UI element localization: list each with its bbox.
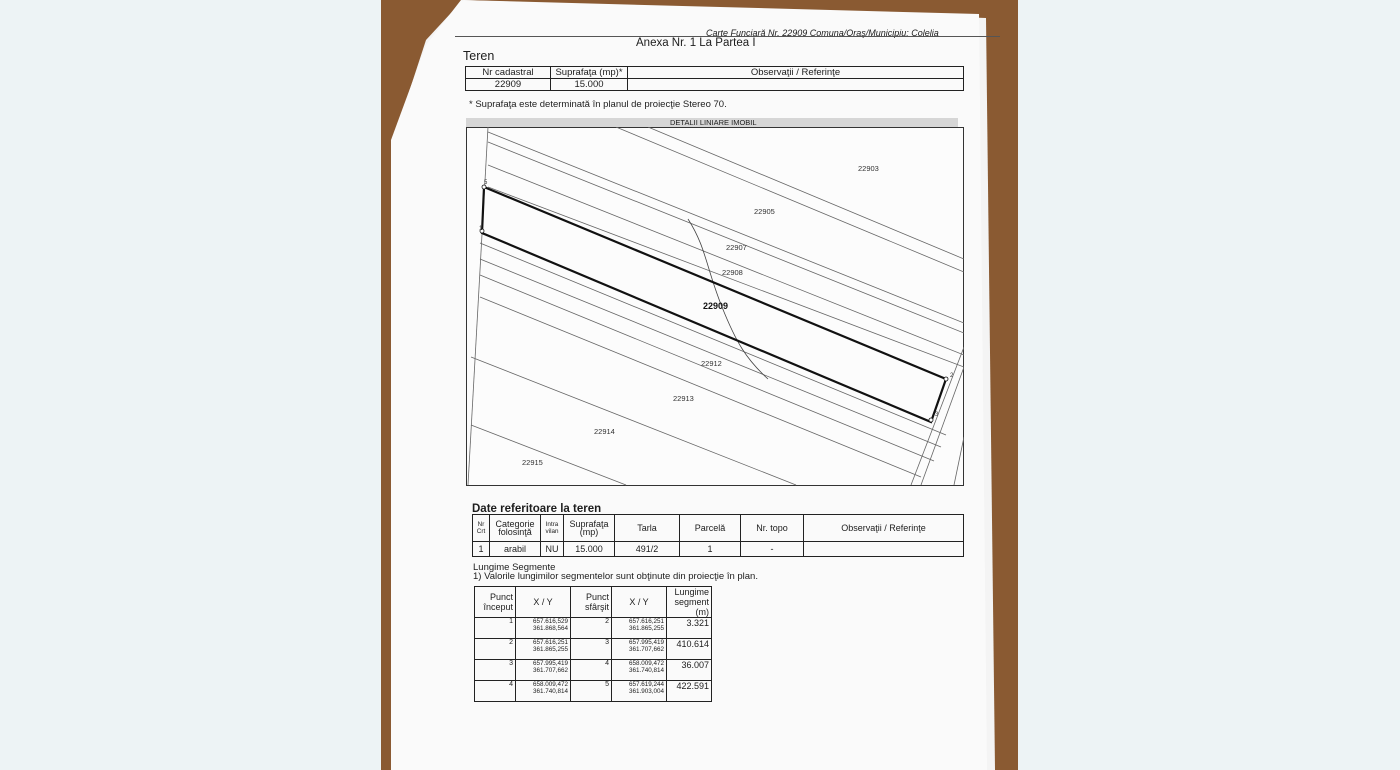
parcel-label-22905: 22905 bbox=[754, 207, 775, 216]
segment-start: 3 bbox=[475, 660, 516, 681]
footnote: * Suprafaţa este determinată în planul de proiecţie Stereo 70. bbox=[469, 99, 727, 110]
point-label-5: 5 bbox=[484, 180, 488, 186]
segment-start-x: 657.616,251 bbox=[532, 639, 568, 646]
segment-end: 3 bbox=[571, 639, 612, 660]
cell-suprafata: 15.000 bbox=[551, 79, 628, 91]
section-teren: Teren bbox=[463, 49, 495, 63]
cell-suprafata-mp: 15.000 bbox=[564, 542, 615, 557]
segment-end-x: 657.616,251 bbox=[628, 618, 664, 625]
carte-funciara-line: Carte Funciară Nr. 22909 Comuna/Oraş/Municipiu: Colelia bbox=[706, 28, 939, 38]
segment-length: 3.321 bbox=[667, 618, 712, 639]
point-marker-4 bbox=[944, 377, 948, 381]
parcel-label-22907: 22907 bbox=[726, 243, 747, 252]
cell-categorie: arabil bbox=[490, 542, 541, 557]
document-content bbox=[455, 0, 1000, 770]
document-photo bbox=[381, 0, 1018, 770]
cell-tarla: 491/2 bbox=[615, 542, 680, 557]
cell-nr-topo: - bbox=[741, 542, 804, 557]
header-lungime: Lungime segment (m) bbox=[667, 587, 712, 618]
segments-title: Lungime Segmente bbox=[473, 562, 556, 573]
point-label-2: 2 bbox=[950, 373, 954, 379]
segment-end: 4 bbox=[571, 660, 612, 681]
header-tarla: Tarla bbox=[615, 515, 680, 542]
segment-row bbox=[475, 618, 712, 639]
segment-end-x: 657.995,419 bbox=[628, 639, 664, 646]
anexa-title: Anexa Nr. 1 La Partea I bbox=[636, 37, 756, 49]
segment-end-x: 657.619,244 bbox=[628, 681, 664, 688]
header-observatii-ref: Observaţii / Referinţe bbox=[804, 515, 964, 542]
segment-start: 2 bbox=[475, 639, 516, 660]
segment-start-y: 361.707,662 bbox=[532, 667, 568, 674]
header-suprafata: Suprafaţa (mp)* bbox=[551, 67, 628, 79]
parcel-label-22908: 22908 bbox=[722, 268, 743, 277]
segment-end-y: 361.903,004 bbox=[628, 688, 664, 695]
cell-observatii-ref bbox=[804, 542, 964, 557]
header-nr-crt: Nr Crt bbox=[473, 515, 490, 542]
header-xy-end: X / Y bbox=[612, 587, 667, 618]
header-categorie: Categorie folosinţă bbox=[490, 515, 541, 542]
header-suprafata-mp: Suprafaţa (mp) bbox=[564, 515, 615, 542]
segment-start-x: 657.995,419 bbox=[532, 660, 568, 667]
header-observatii: Observaţii / Referinţe bbox=[628, 67, 964, 79]
segment-start-y: 361.740,814 bbox=[532, 688, 568, 695]
header-xy-start: X / Y bbox=[516, 587, 571, 618]
parcel-label-22909: 22909 bbox=[703, 301, 729, 311]
segment-length: 36.007 bbox=[667, 660, 712, 681]
segment-end-y: 361.707,662 bbox=[628, 646, 664, 653]
header-punct-sfarsit: Punct sfârşit bbox=[571, 587, 612, 618]
cell-nr-crt: 1 bbox=[473, 542, 490, 557]
cell-intra-vilan: NU bbox=[541, 542, 564, 557]
point-marker-3 bbox=[929, 418, 933, 422]
parcel-label-22903: 22903 bbox=[858, 164, 879, 173]
segment-end-y: 361.740,814 bbox=[628, 667, 664, 674]
segment-end: 5 bbox=[571, 681, 612, 702]
date-ref-title: Date referitoare la teren bbox=[472, 503, 602, 515]
segment-end-x: 658.009,472 bbox=[628, 660, 664, 667]
header-punct-inceput: Punct început bbox=[475, 587, 516, 618]
header-parcela: Parcelă bbox=[680, 515, 741, 542]
segment-end-y: 361.865,255 bbox=[628, 625, 664, 632]
header-nr-topo: Nr. topo bbox=[741, 515, 804, 542]
segment-row bbox=[475, 639, 712, 660]
segment-start-y: 361.865,255 bbox=[532, 646, 568, 653]
segment-start: 4 bbox=[475, 681, 516, 702]
segment-start: 1 bbox=[475, 618, 516, 639]
segment-end: 2 bbox=[571, 618, 612, 639]
point-label-1: 1 bbox=[479, 226, 483, 232]
segment-start-y: 361.868,564 bbox=[532, 625, 568, 632]
segment-start-x: 657.616,529 bbox=[532, 618, 568, 625]
segment-length: 422.591 bbox=[667, 681, 712, 702]
point-label-3: 3 bbox=[935, 412, 939, 418]
cell-parcela: 1 bbox=[680, 542, 741, 557]
segments-table bbox=[474, 586, 712, 702]
cell-observatii bbox=[628, 79, 964, 91]
cell-nr-cadastral: 22909 bbox=[466, 79, 551, 91]
date-ref-table bbox=[472, 514, 964, 557]
parcel-label-22912: 22912 bbox=[701, 359, 722, 368]
segments-note: 1) Valorile lungimilor segmentelor sunt obţinute din proiecţie în plan. bbox=[473, 571, 758, 582]
parcel-label-22913: 22913 bbox=[673, 394, 694, 403]
segment-length: 410.614 bbox=[667, 639, 712, 660]
segment-row bbox=[475, 660, 712, 681]
map-title: DETALII LINIARE IMOBIL bbox=[670, 118, 757, 127]
segment-row bbox=[475, 681, 712, 702]
parcel-label-22914: 22914 bbox=[594, 427, 615, 436]
header-nr-cadastral: Nr cadastral bbox=[466, 67, 551, 79]
parcel-label-22915: 22915 bbox=[522, 458, 543, 467]
header-intra-vilan: Intra vilan bbox=[541, 515, 564, 542]
teren-table bbox=[465, 66, 964, 91]
segment-start-x: 658.009,472 bbox=[532, 681, 568, 688]
